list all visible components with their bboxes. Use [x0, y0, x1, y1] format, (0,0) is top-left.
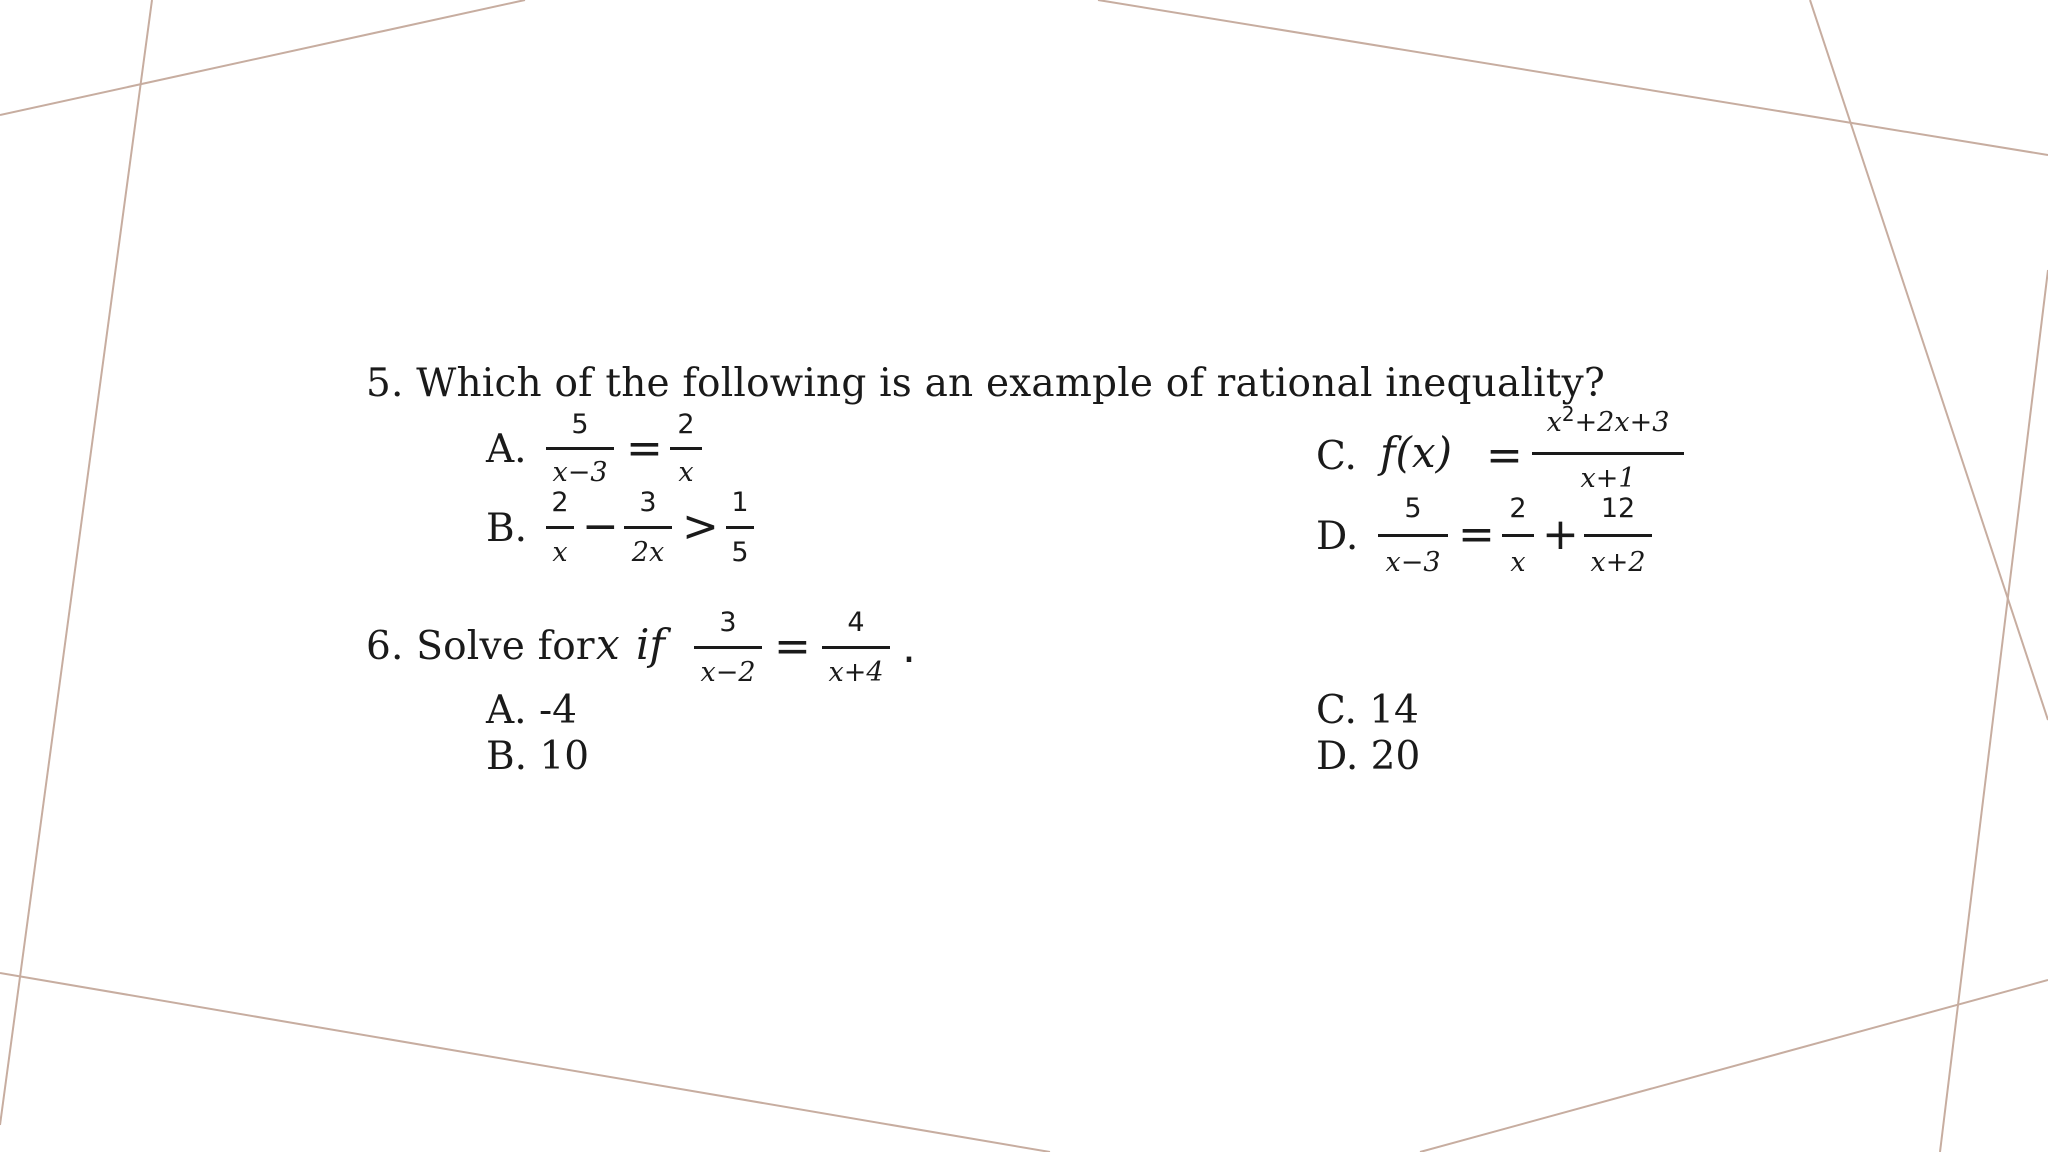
- question-6-period: .: [902, 622, 916, 673]
- num-base: x: [1546, 407, 1562, 438]
- q6-option-b: B. 10: [486, 734, 590, 779]
- fraction-denominator: [694, 658, 762, 688]
- question-6-prefix: 6. Solve for: [366, 624, 595, 669]
- q5-option-d-fraction-1: [1378, 494, 1448, 578]
- fraction-numerator: 5: [571, 409, 589, 440]
- deco-line: [0, 973, 1050, 1152]
- fraction-bar: [546, 526, 574, 529]
- den-expr: x: [678, 457, 694, 488]
- deco-line: [0, 0, 525, 115]
- deco-line: [1940, 270, 2048, 1152]
- fraction-denominator: [1378, 548, 1448, 578]
- deco-line: [1420, 980, 2048, 1152]
- q5-option-c-function: f(x): [1380, 428, 1453, 477]
- question-6-variable: x: [596, 620, 620, 669]
- question-6-fraction-1: [694, 608, 762, 688]
- fraction-numerator: 1: [731, 487, 749, 518]
- fraction-denominator: [546, 458, 614, 488]
- fraction-numerator: 5: [1404, 493, 1422, 524]
- den-expr: 2x: [631, 537, 665, 568]
- question-6-if: if: [636, 620, 665, 669]
- q5-option-c-fraction: [1532, 402, 1684, 494]
- fraction-bar: [694, 646, 762, 649]
- q6-option-a: A. -4: [486, 688, 577, 733]
- fraction-numerator: 2: [551, 487, 569, 518]
- fraction-numerator: 3: [719, 607, 737, 638]
- q5-option-a-operator: =: [626, 423, 663, 474]
- fraction-bar: [670, 447, 702, 450]
- q5-option-d-fraction-2: [1502, 494, 1534, 578]
- q5-option-d-operator-2: +: [1542, 509, 1579, 560]
- q5-option-a-label: A.: [486, 427, 527, 472]
- q5-option-a-fraction-2: [670, 410, 702, 488]
- fraction-bar: [1584, 534, 1652, 537]
- fraction-denominator: [1584, 548, 1652, 578]
- q5-option-b-fraction-2: [624, 488, 672, 568]
- fraction-bar: [1378, 534, 1448, 537]
- num-exponent: 2: [1561, 402, 1575, 426]
- fraction-numerator: [1532, 402, 1684, 438]
- den-expr: x−3: [1385, 547, 1441, 578]
- fraction-numerator: 2: [1509, 493, 1527, 524]
- fraction-bar: [624, 526, 672, 529]
- fraction-denominator: [822, 658, 890, 688]
- fraction-numerator: 2: [677, 409, 695, 440]
- deco-line: [1098, 0, 2048, 155]
- fraction-denominator: [670, 458, 702, 488]
- fraction-bar: [1502, 534, 1534, 537]
- fraction-bar: [546, 447, 614, 450]
- q6-option-c: C. 14: [1316, 688, 1419, 733]
- fraction-denominator: [546, 538, 574, 568]
- q5-option-b-fraction-3: [726, 488, 754, 568]
- question-5-text: 5. Which of the following is an example of rational inequality?: [366, 361, 1606, 406]
- question-6-fraction-2: [822, 608, 890, 688]
- den-expr: x+4: [828, 657, 884, 688]
- q5-option-d-operator-1: =: [1458, 509, 1495, 560]
- fraction-bar: [726, 526, 754, 529]
- fraction-numerator: 12: [1600, 493, 1636, 524]
- q5-option-d-fraction-3: [1584, 494, 1652, 578]
- deco-line: [0, 0, 152, 1125]
- num-rest: +2x+3: [1574, 407, 1670, 438]
- q5-option-a-fraction-1: [546, 410, 614, 488]
- den-expr: x: [552, 537, 568, 568]
- den-expr: x−3: [552, 457, 608, 488]
- question-6-operator: =: [774, 621, 811, 672]
- q5-option-c-operator: =: [1486, 430, 1523, 481]
- den-expr: x: [1510, 547, 1526, 578]
- den-expr: x+1: [1580, 463, 1636, 494]
- fraction-denominator: [624, 538, 672, 568]
- q5-option-b-operator-2: >: [682, 501, 719, 552]
- fraction-bar: [822, 646, 890, 649]
- q5-option-b-fraction-1: [546, 488, 574, 568]
- fraction-denominator: 5: [731, 537, 749, 568]
- den-expr: x−2: [700, 657, 756, 688]
- q5-option-c-label: C.: [1316, 434, 1357, 479]
- fraction-numerator: 4: [847, 607, 865, 638]
- fraction-numerator: 3: [639, 487, 657, 518]
- q5-option-b-label: B.: [486, 506, 528, 551]
- fraction-denominator: [1502, 548, 1534, 578]
- den-expr: x+2: [1590, 547, 1646, 578]
- q6-option-d: D. 20: [1316, 734, 1421, 779]
- fraction-denominator: [1532, 464, 1684, 494]
- q5-option-b-operator-1: −: [582, 501, 619, 552]
- deco-line: [1810, 0, 2048, 720]
- q5-option-d-label: D.: [1316, 514, 1359, 559]
- fraction-bar: [1532, 452, 1684, 455]
